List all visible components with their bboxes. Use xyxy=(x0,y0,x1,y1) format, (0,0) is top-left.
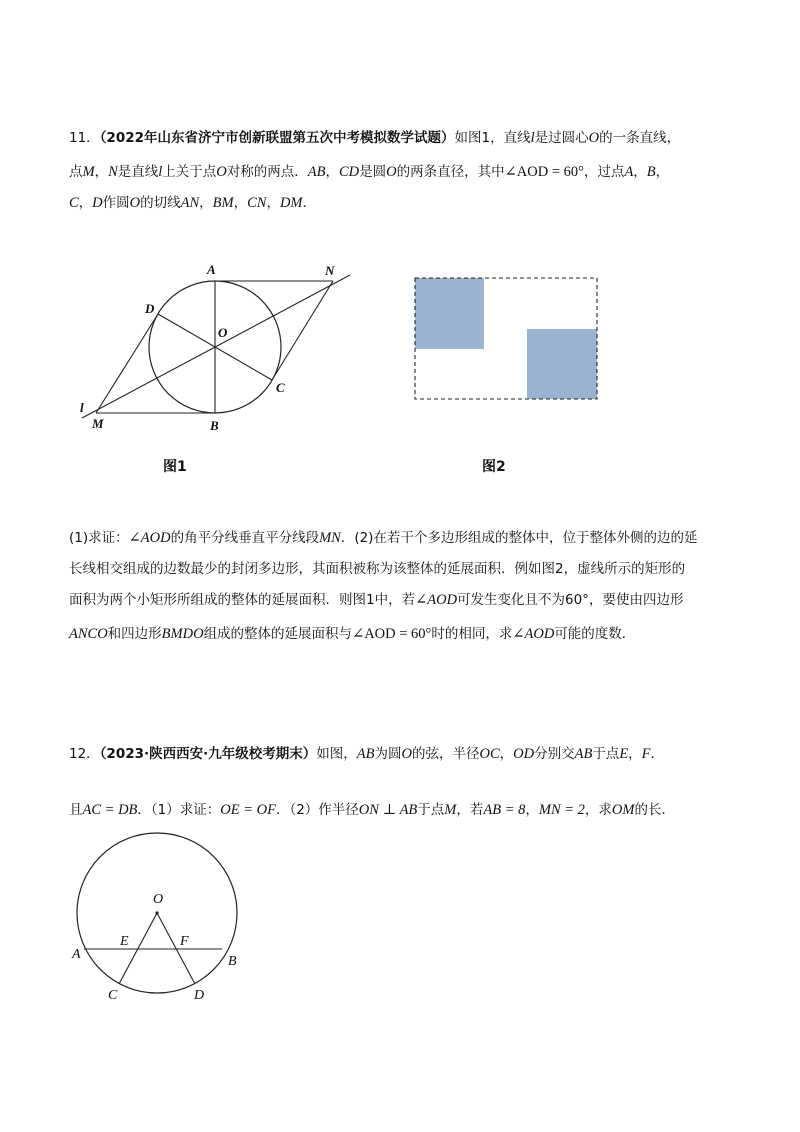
math-var: M xyxy=(444,802,457,818)
text: 为圆 xyxy=(374,746,402,762)
q11-part-line-2 xyxy=(69,559,740,579)
math-var: O xyxy=(386,164,397,180)
q11-line-3 xyxy=(69,193,740,213)
label-a: A xyxy=(207,262,216,277)
text: ．（1）求证： xyxy=(137,802,221,818)
q11-line-2 xyxy=(69,162,740,182)
text: 面积为两个小矩形所组成的整体的延展面积．则图1中，若 xyxy=(69,592,416,608)
math-expression: ∠AOD = 60° xyxy=(352,626,432,642)
text: ．(2)在若干个多边形组成的整体中，位于整体外侧的边的延 xyxy=(340,530,698,546)
math-var: B xyxy=(646,164,656,180)
math-var: CD xyxy=(339,164,360,180)
math-var: OC xyxy=(479,746,500,762)
label-l: l xyxy=(80,400,84,415)
question-source: （2023·陕西西安·九年级校考期末） xyxy=(99,746,317,762)
math-var: OD xyxy=(513,746,535,762)
math-var: BM xyxy=(212,195,234,211)
label-o: O xyxy=(153,892,164,907)
text: 上关于点 xyxy=(162,164,217,180)
math-expression: ∠AOD = 60° xyxy=(504,164,584,180)
math-var: AB xyxy=(307,164,326,180)
math-var: E xyxy=(619,746,629,762)
math-var: C xyxy=(69,195,79,211)
text: 可发生变化且不为60°，要使由四边形 xyxy=(457,592,684,608)
label-f: F xyxy=(180,934,189,949)
text: 且 xyxy=(69,802,83,818)
label-m: M xyxy=(92,416,104,431)
math-expression: ∠AOD xyxy=(512,626,555,642)
math-expression: MN = 2 xyxy=(538,802,585,818)
text: 时的相同，求 xyxy=(431,626,513,642)
text: 是过圆心 xyxy=(534,130,589,146)
text: 作圆 xyxy=(102,195,130,211)
math-var: DM xyxy=(279,195,303,211)
center-dot xyxy=(155,911,158,914)
text: 长线相交组成的边数最少的封闭多边形，其面积被称为该整体的延展面积．例如图2，虚线所示的矩形的 xyxy=(69,561,686,577)
text: 点 xyxy=(69,164,83,180)
small-rect-top-left xyxy=(415,278,484,349)
label-d: D xyxy=(194,988,205,1003)
math-var: O xyxy=(401,746,412,762)
figure-2-diagram xyxy=(405,270,605,410)
text: ， xyxy=(325,164,339,180)
tangent-dm xyxy=(96,314,158,413)
text: ， xyxy=(655,164,670,180)
text: ， xyxy=(628,746,642,762)
question-number: 12． xyxy=(69,746,100,762)
q11-part-line-1 xyxy=(69,528,740,548)
math-expression: ∠AOD xyxy=(128,530,171,546)
label-d: D xyxy=(145,301,155,316)
math-var: MN xyxy=(319,530,341,546)
math-var: A xyxy=(624,164,634,180)
text: ，过点 xyxy=(583,164,625,180)
tangent-cn xyxy=(272,281,333,380)
text: ． xyxy=(302,195,317,211)
math-var: O xyxy=(129,195,141,211)
label-c: C xyxy=(108,988,118,1003)
label-c: C xyxy=(276,380,285,395)
text: ， xyxy=(233,195,248,211)
text: ， xyxy=(633,164,647,180)
label-a: A xyxy=(72,947,81,962)
text: 可能的度数． xyxy=(554,626,636,642)
math-var: O xyxy=(588,130,600,146)
text: 的角平分线垂直平分线段 xyxy=(170,530,320,546)
text: 的弦，半径 xyxy=(411,746,480,762)
q12-line-2 xyxy=(69,800,740,820)
text: 组成的整体的延展面积与 xyxy=(203,626,353,642)
text: ， xyxy=(266,195,280,211)
small-rect-bottom-right xyxy=(527,329,597,399)
math-expression: ∠AOD xyxy=(415,592,458,608)
math-expression: AB = 8 xyxy=(483,802,526,818)
math-var: CN xyxy=(247,195,267,211)
text: 如图1，直线 xyxy=(454,130,531,146)
text: ，求 xyxy=(584,802,612,818)
math-var: AB xyxy=(574,746,593,762)
math-expression: ON ⊥ AB xyxy=(358,802,418,818)
math-var: F xyxy=(641,746,651,762)
text: ， xyxy=(78,195,93,211)
math-var: D xyxy=(92,195,103,211)
label-n: N xyxy=(325,263,335,278)
math-var: OM xyxy=(611,802,635,818)
math-expression: AC = DB xyxy=(82,802,138,818)
math-var: ANCO xyxy=(69,626,108,642)
math-var: N xyxy=(108,164,118,180)
text: 的切线 xyxy=(140,195,181,211)
q12-line-1 xyxy=(69,744,740,764)
text: 于点 xyxy=(592,746,620,762)
label-b: B xyxy=(210,418,219,433)
text: 对称的两点． xyxy=(226,164,308,180)
math-var: l xyxy=(530,130,535,146)
label-o: O xyxy=(218,325,228,340)
figure-1-diagram xyxy=(0,260,335,440)
math-var: O xyxy=(216,164,227,180)
figure-2-caption: 图2 xyxy=(482,459,506,475)
math-var: M xyxy=(82,164,95,180)
text: ， xyxy=(525,802,539,818)
text: 是圆 xyxy=(359,164,387,180)
q11-line-1 xyxy=(69,128,740,148)
math-var: AN xyxy=(180,195,200,211)
line-l xyxy=(82,275,350,418)
text: 和四边形 xyxy=(107,626,162,642)
math-var: l xyxy=(158,164,163,180)
text: ， xyxy=(499,746,514,762)
text: ．（2）作半径 xyxy=(275,802,359,818)
text: 如图， xyxy=(316,746,357,762)
text: ， xyxy=(199,195,213,211)
math-expression: OE = OF xyxy=(220,802,276,818)
text: ， xyxy=(94,164,109,180)
text: 的两条直径，其中 xyxy=(396,164,505,180)
text: 是直线 xyxy=(117,164,159,180)
text: 于点 xyxy=(417,802,445,818)
text: 分别交 xyxy=(534,746,575,762)
math-var: AB xyxy=(356,746,375,762)
label-b: B xyxy=(228,954,237,969)
text: (1)求证： xyxy=(69,530,129,546)
figure-1-caption: 图1 xyxy=(163,459,187,475)
question-source: （2022年山东省济宁市创新联盟第五次中考模拟数学试题） xyxy=(99,130,455,146)
q12-figure-diagram xyxy=(60,830,260,1010)
q11-part-line-3 xyxy=(69,590,740,610)
text: ，若 xyxy=(456,802,484,818)
q11-part-line-4 xyxy=(69,624,740,644)
math-var: BMDO xyxy=(161,626,204,642)
label-e: E xyxy=(120,934,129,949)
text: 的一条直线， xyxy=(599,130,681,146)
text: 的长． xyxy=(634,802,675,818)
question-number: 11． xyxy=(69,130,100,146)
text: ． xyxy=(650,746,665,762)
